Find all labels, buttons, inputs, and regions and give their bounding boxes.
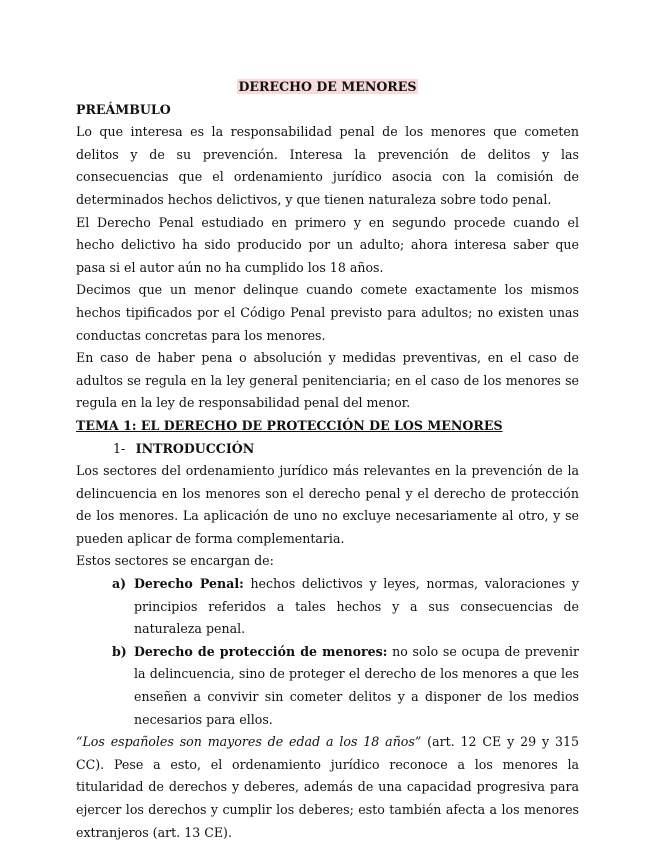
list-intro: Estos sectores se encargan de: <box>76 553 274 569</box>
preamble-heading: PREÁMBULO <box>76 101 171 117</box>
tema-heading: TEMA 1: EL DERECHO DE PROTECCIÓN DE LOS MENORES <box>76 417 503 433</box>
preamble-paragraph: El Derecho Penal estudiado en primero y en segundo procede cuando el hecho delictivo ha sido producido por un adulto; ahora interesa saber que pasa si el autor aún no ha cumplido los 18 años. <box>76 214 579 275</box>
preamble-paragraph: Decimos que un menor delinque cuando comete exactamente los mismos hechos tipificados por el Código Penal previsto para adultos; no existen unas conductas concretas para los menores. <box>76 282 579 343</box>
preamble-paragraph: Lo que interesa es la responsabilidad penal de los menores que cometen delitos y de su prevención. Interesa la prevención de delitos y las consecuencias que el ordenamiento jurídico asocia con la comisión de determinados hechos delictivos, y que tienen naturaleza sobre todo penal. <box>76 124 579 207</box>
closing-text: (art. 12 CE y 29 y 315 CC). Pese a esto, el ordenamiento jurídico reconoce a los menores la titularidad de derechos y deberes, además de una capacidad progresiva para ejercer los derechos y cumplir los deberes; esto también afecta a los menores extranjeros (art. 13 CE). <box>76 734 579 840</box>
section-title: INTRODUCCIÓN <box>135 440 255 456</box>
preamble-paragraph: En caso de haber pena o absolución y medidas preventivas, en el caso de adultos se regula en la ley general penitenciaria; en el caso de los menores se regula en la ley de responsabilidad penal del menor. <box>76 350 579 411</box>
list-text: no solo se ocupa de prevenir la delincuencia, sino de proteger el derecho de los menores a que les enseñen a convivir sin cometer delitos y a disponer de los medios necesarios para ellos. <box>134 643 579 727</box>
list-term: Derecho Penal: <box>134 576 244 592</box>
list-marker: a) <box>112 576 127 592</box>
intro-paragraph: Los sectores del ordenamiento jurídico más relevantes en la prevención de la delincuencia en los menores son el derecho penal y el derecho de protección de los menores. La aplicación de uno no excluye necesariamente al otro, y se pueden aplicar de forma complementaria. <box>76 463 579 546</box>
list-item <box>76 573 579 641</box>
section-number: 1- <box>113 440 126 456</box>
list-text: hechos delictivos y leyes, normas, valoraciones y principios referidos a tales hechos y a sus consecuencias de naturaleza penal. <box>134 576 579 637</box>
closing-paragraph <box>76 731 579 844</box>
list-term: Derecho de protección de menores: <box>134 643 388 659</box>
section-heading <box>113 438 579 461</box>
title-text: DERECHO DE MENORES <box>238 79 417 94</box>
list-marker: b) <box>112 643 127 659</box>
document-title <box>76 76 579 99</box>
quote-text: “Los españoles son mayores de edad a los 18 años” <box>76 734 422 750</box>
list-item <box>76 641 579 731</box>
